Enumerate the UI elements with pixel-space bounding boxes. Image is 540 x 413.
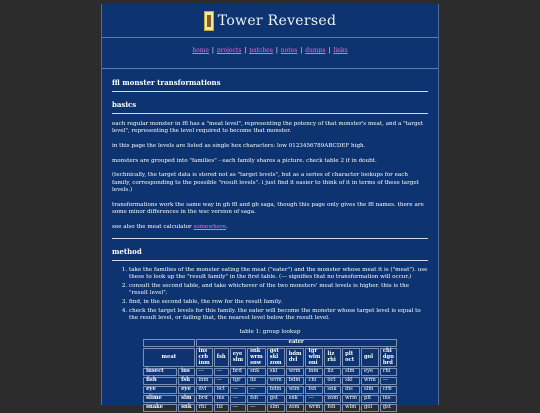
column-header-row bbox=[143, 348, 397, 367]
table-cell: liz bbox=[324, 368, 341, 376]
nav-link-notes[interactable]: notes bbox=[280, 47, 298, 54]
table-cell: ins bbox=[342, 386, 360, 394]
table-cell: rhi bbox=[380, 368, 397, 376]
site-header bbox=[102, 4, 438, 38]
table-row bbox=[143, 368, 397, 376]
table-cell: snk bbox=[286, 395, 305, 403]
table-cell: zom bbox=[324, 395, 341, 403]
table-cell: plt bbox=[361, 395, 379, 403]
table-cell: fsh bbox=[324, 404, 341, 412]
table-cell: slm bbox=[361, 386, 379, 394]
table-row bbox=[143, 386, 397, 394]
meat-header: meat bbox=[143, 348, 194, 367]
method-step: 2. consult the second table, and take whichever of the two monsters' meat levels is higher. this is the "result level". bbox=[129, 283, 428, 298]
table-cell: eye bbox=[361, 368, 379, 376]
column-header-label: wrm bbox=[250, 353, 263, 360]
method-step: 3. find, in the second table, the row for the result family. bbox=[129, 299, 428, 307]
column-header-label: slm bbox=[232, 356, 244, 363]
method-steps bbox=[112, 267, 428, 323]
page-container bbox=[101, 4, 439, 411]
table-cell: bdm bbox=[267, 386, 285, 394]
table-cell: slm bbox=[342, 368, 360, 376]
table-row bbox=[143, 404, 397, 412]
nav-link-home[interactable]: home bbox=[192, 47, 209, 54]
table-cell: skl bbox=[267, 368, 285, 376]
table-cell: --- bbox=[214, 377, 229, 385]
nav-link-patches[interactable]: patches bbox=[249, 47, 273, 54]
table-cell: bdm bbox=[286, 377, 305, 385]
basics-paragraph-2: in this page the levels are listed as single hex characters: low 0123456789ABCDEF high. bbox=[112, 142, 366, 149]
nav-divider bbox=[102, 68, 438, 69]
table-cell: slm bbox=[267, 404, 285, 412]
column-header-label: wlm bbox=[308, 353, 321, 360]
table-cell: --- bbox=[196, 368, 213, 376]
table-cell: chi bbox=[305, 377, 323, 385]
table-cell: wrm bbox=[361, 377, 379, 385]
table-cell: skl bbox=[342, 377, 360, 385]
table-cell: --- bbox=[230, 404, 246, 412]
site-title: Tower Reversed bbox=[217, 12, 337, 29]
basics-paragraph-4: (technically, the target data is stored not as "target levels", but as a series of character lookups for each family, corresponding to the possible "result levels". i just find it easier to think of it in terms of these target levels.) bbox=[112, 172, 419, 194]
table-cell: zom bbox=[286, 404, 305, 412]
section-divider bbox=[112, 238, 428, 239]
column-header-label: chi bbox=[382, 348, 392, 355]
column-header-label: rhi bbox=[327, 356, 336, 363]
column-header bbox=[324, 348, 341, 367]
table-cell: inm bbox=[196, 377, 213, 385]
nav-link-links[interactable]: links bbox=[333, 47, 348, 54]
eater-header: eater bbox=[196, 339, 397, 347]
table-cell: --- bbox=[230, 395, 246, 403]
table-cell: wrm bbox=[305, 404, 323, 412]
column-header-label: snw bbox=[250, 359, 262, 366]
table-cell: brd bbox=[230, 368, 246, 376]
table-caption: table 1: group lookup bbox=[239, 328, 301, 335]
section-heading-basics: basics bbox=[112, 100, 428, 113]
site-logo[interactable] bbox=[204, 11, 336, 31]
table-cell: oct bbox=[324, 377, 341, 385]
table-cell: gst bbox=[267, 395, 285, 403]
table-cell: liz bbox=[247, 377, 266, 385]
table-cell: --- bbox=[247, 386, 266, 394]
table-cell: wrm bbox=[342, 395, 360, 403]
column-header-label: inm bbox=[198, 359, 210, 366]
table-cell: inm bbox=[305, 368, 323, 376]
column-header bbox=[196, 348, 213, 367]
method-step: 1. take the families of the monster eating the meat ("eater") and the monster whose meat it is ("meat"). use these to look up the "result family" in the first table. (--- signifies that no transformation will occur.) bbox=[129, 267, 428, 282]
table-body bbox=[143, 368, 397, 412]
table-cell: gol bbox=[361, 404, 379, 412]
column-header-label: fsh bbox=[216, 353, 226, 360]
nav-bar: home | projects | patches | notes | dumps | links bbox=[192, 47, 348, 54]
table-cell: --- bbox=[230, 386, 246, 394]
nav-link-projects[interactable]: projects bbox=[216, 47, 242, 54]
table-cell: wlm bbox=[342, 404, 360, 412]
row-name: insect bbox=[143, 368, 177, 376]
column-header-label: liz bbox=[327, 351, 335, 358]
column-header-label: brd bbox=[382, 359, 393, 366]
column-header-label: skl bbox=[269, 353, 279, 360]
basics-paragraph-6: see also the meat calculator somewhere. bbox=[112, 223, 228, 230]
table-cell: --- bbox=[214, 368, 229, 376]
main-content bbox=[102, 78, 438, 413]
column-header bbox=[342, 348, 360, 367]
column-header bbox=[267, 348, 285, 367]
table-cell: ins bbox=[214, 395, 229, 403]
column-header-label: plt bbox=[345, 351, 354, 358]
column-header-label: eye bbox=[232, 351, 243, 358]
column-header bbox=[247, 348, 266, 367]
column-header bbox=[305, 348, 323, 367]
row-code: fsh bbox=[178, 377, 194, 385]
method-step: 4. check the target levels for this family. the eater will become the monster whose target level is equal to the result level, or failing that, the nearest level below the result level. bbox=[129, 308, 428, 323]
column-header bbox=[286, 348, 305, 367]
table-cell: dvl bbox=[196, 386, 213, 394]
table-cell: gst bbox=[380, 404, 397, 412]
table-corner bbox=[143, 339, 194, 347]
column-header-label: ins bbox=[198, 348, 208, 355]
column-header bbox=[214, 348, 229, 367]
column-header bbox=[361, 348, 379, 367]
table-cell: brd bbox=[196, 395, 213, 403]
section-heading-method: method bbox=[112, 247, 428, 260]
row-code: ins bbox=[178, 368, 194, 376]
table-cell: rhi bbox=[196, 404, 213, 412]
table-cell: oct bbox=[214, 386, 229, 394]
column-header-label: crb bbox=[198, 353, 209, 360]
table-cell: crb bbox=[380, 386, 397, 394]
column-header bbox=[380, 348, 397, 367]
table-cell: wlm bbox=[286, 386, 305, 394]
tower-icon bbox=[204, 11, 214, 31]
meat-calculator-link[interactable]: somewhere bbox=[193, 223, 227, 230]
column-header bbox=[230, 348, 246, 367]
nav-link-dumps[interactable]: dumps bbox=[305, 47, 326, 54]
group-lookup-table bbox=[142, 338, 398, 413]
table-cell: wrm bbox=[267, 377, 285, 385]
column-header-label: tgr bbox=[308, 348, 318, 355]
table-row bbox=[143, 377, 397, 385]
column-header-label: oni bbox=[308, 359, 318, 366]
column-header-label: zom bbox=[269, 359, 282, 366]
column-header-label: gst bbox=[269, 348, 279, 355]
table-cell: --- bbox=[305, 395, 323, 403]
basics-paragraph-3: monsters are grouped into "families" - each family shares a picture. check table 2 if in doubt. bbox=[112, 157, 377, 164]
row-name: snake bbox=[143, 404, 177, 412]
column-header-label: dgn bbox=[382, 353, 394, 360]
row-code: eye bbox=[178, 386, 194, 394]
basics-paragraph-5: transformations work the same way in gb ffl and gb saga, though this page only gives the ffl names. there are some minor differences in the wsc version of saga. bbox=[112, 201, 424, 216]
row-name: fish bbox=[143, 377, 177, 385]
table-cell: fsh bbox=[247, 395, 266, 403]
table-cell: --- bbox=[247, 404, 266, 412]
column-header-label: gol bbox=[364, 353, 374, 360]
table-cell: liz bbox=[214, 404, 229, 412]
table-cell: wrm bbox=[286, 368, 305, 376]
column-header-label: snk bbox=[250, 348, 261, 355]
row-code: snk bbox=[178, 404, 194, 412]
column-header-label: bdm bbox=[288, 351, 302, 358]
table-cell: --- bbox=[380, 377, 397, 385]
column-header-label: oct bbox=[345, 356, 355, 363]
table-cell: fsh bbox=[305, 386, 323, 394]
row-code: slm bbox=[178, 395, 194, 403]
row-name: eye bbox=[143, 386, 177, 394]
column-header-label: dvl bbox=[288, 356, 298, 363]
table-cell: snk bbox=[324, 386, 341, 394]
table-cell: snk bbox=[247, 368, 266, 376]
table-cell: ins bbox=[380, 395, 397, 403]
row-name: slime bbox=[143, 395, 177, 403]
table-row bbox=[143, 395, 397, 403]
table-cell: tgr bbox=[230, 377, 246, 385]
page-title: ffl monster transformations bbox=[112, 78, 428, 92]
basics-paragraph-1: each regular monster in ffl has a "meat level", representing the potency of that monster's meat, and a "target level", representing the level required to become that monster. bbox=[112, 120, 424, 135]
